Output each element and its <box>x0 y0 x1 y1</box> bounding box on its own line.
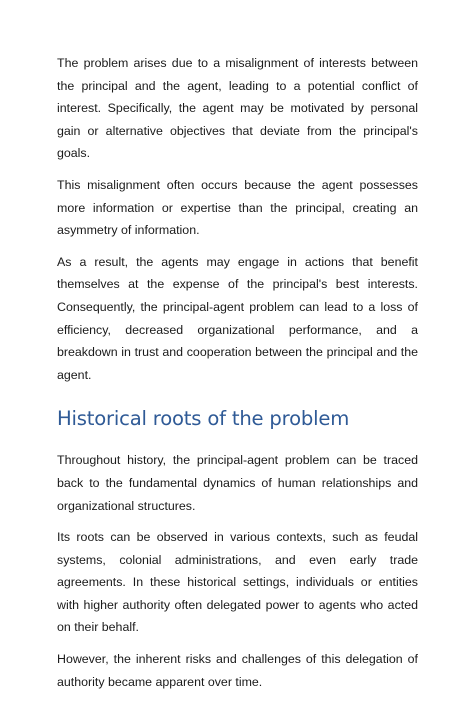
paragraph-information-asymmetry: This misalignment often occurs because the agent possesses more information or expertise than the principal, creating an asymmetry of information. <box>57 177 418 238</box>
paragraph-misalignment-intro: The problem arises due to a misalignment of interests between the principal and the agent, leading to a potential conflict of interest. Specifically, the agent may be motivated by personal gain or alternative objectives that deviate from the principal's goals. <box>57 56 418 161</box>
paragraph-consequences: As a result, the agents may engage in actions that benefit themselves at the expense of the principal's best interests. Consequently, the principal-agent problem can lead to a loss of efficiency, decreased organizational performance, and a breakdown in trust and cooperation between the principal and the agent. <box>57 254 418 382</box>
paragraph-history-contexts: Its roots can be observed in various contexts, such as feudal systems, colonial administrations, and even early trade agreements. In these historical settings, individuals or entities with higher authority often delegated power to agents who acted on their behalf. <box>57 530 418 635</box>
paragraph-history-risks: However, the inherent risks and challenges of this delegation of authority became apparent over time. <box>57 652 418 689</box>
document-body <box>57 52 418 702</box>
section-heading-historical-roots: Historical roots of the problem <box>57 407 350 431</box>
paragraph-history-dynamics: Throughout history, the principal-agent problem can be traced back to the fundamental dynamics of human relationships and organizational structures. <box>57 453 418 513</box>
